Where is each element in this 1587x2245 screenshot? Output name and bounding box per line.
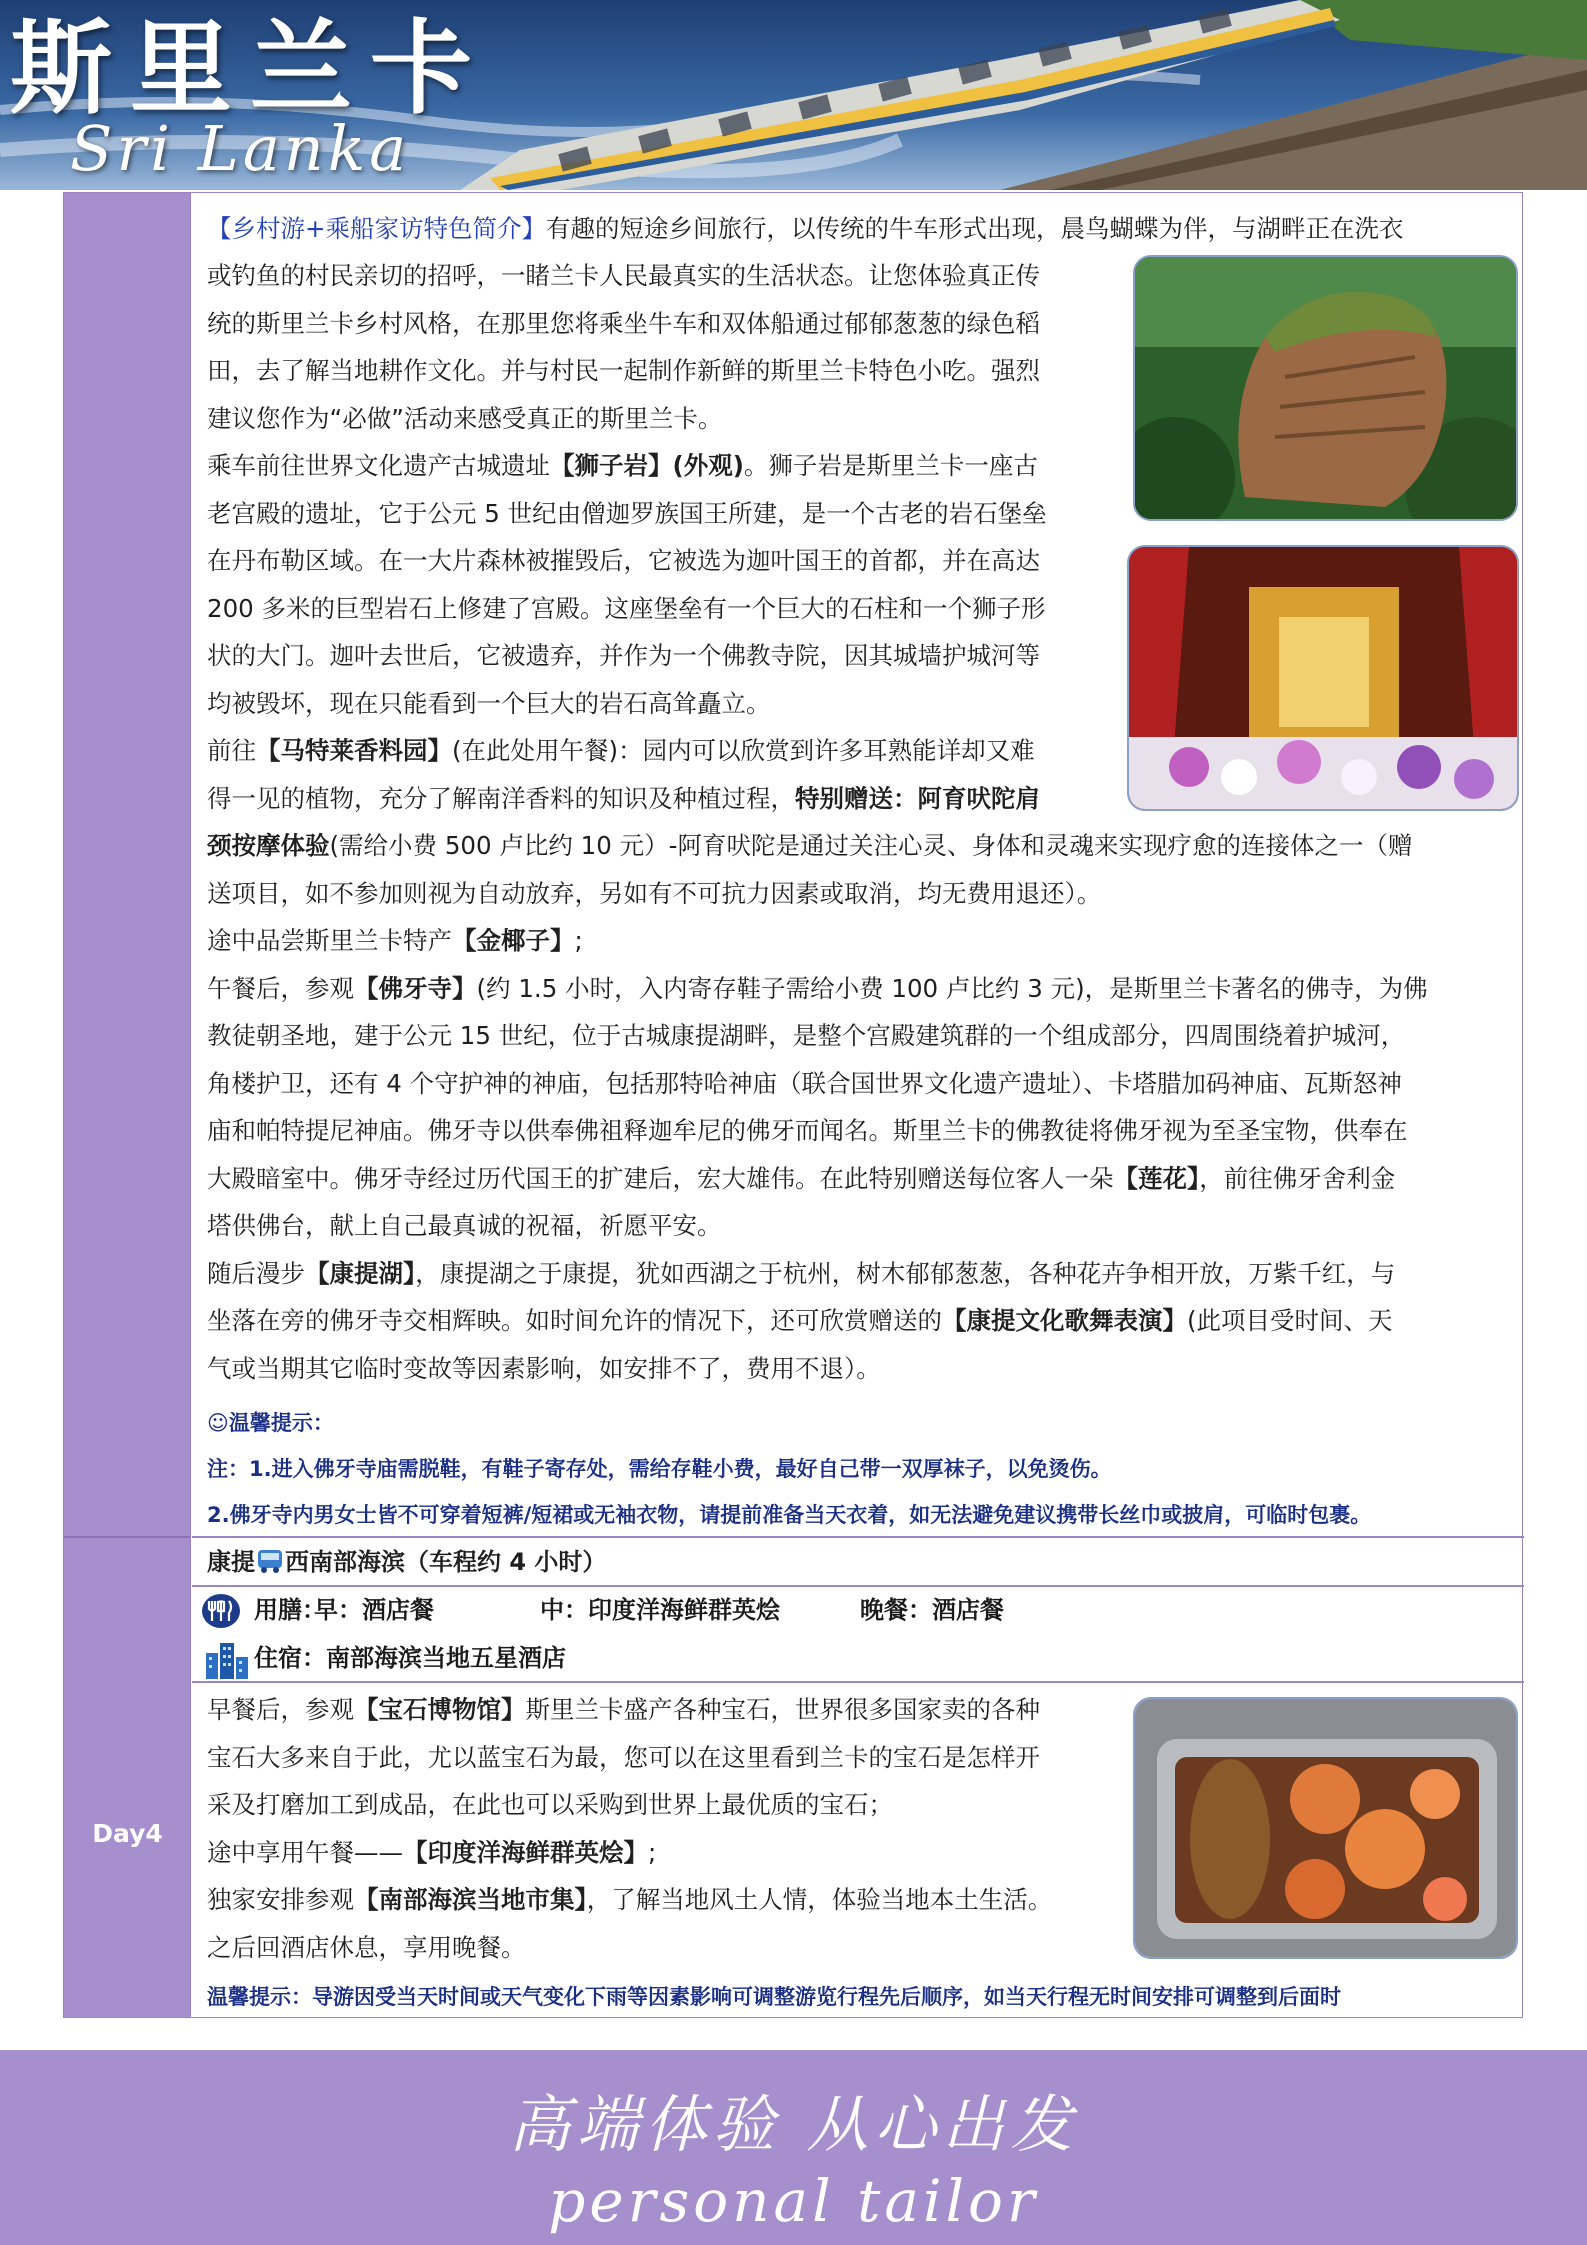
lake-line-0: 随后漫步【康提湖】，康提湖之于康提，犹如西湖之于杭州，树木郁郁葱葱，各种花卉争相开放，万紫千红，与 <box>207 1258 1396 1288</box>
gem-line-0: 早餐后，参观【宝石博物馆】斯里兰卡盛产各种宝石，世界很多国家卖的各种 <box>207 1695 1040 1724</box>
temple-image <box>1129 547 1519 811</box>
itinerary-table <box>63 192 1523 2018</box>
day-divider <box>64 1536 191 1538</box>
village-line-3: 田，去了解当地耕作文化。并与村民一起制作新鲜的斯里兰卡特色小吃。强烈 <box>207 356 1040 385</box>
main-paragraphs <box>207 822 1515 1392</box>
tips-title: ☺温馨提示： <box>207 1411 334 1435</box>
day4-route <box>207 1542 606 1582</box>
gem-line-1: 宝石大多来自于此，尤以蓝宝石为最，您可以在这里看到兰卡的宝石是怎样开 <box>207 1742 1040 1772</box>
coconut-name: 【金椰子】 <box>452 926 575 955</box>
market-line: 独家安排参观【南部海滨当地市集】，了解当地风土人情，体验当地本土生活。 <box>207 1885 1053 1914</box>
village-paragraph-cont <box>207 252 1127 822</box>
temple-line-2: 角楼护卫，还有 4 个守护神的神庙，包括那特哈神庙（联合国世界文化遗产遗址）、卡塔腊加码神庙、瓦斯怒神 <box>207 1068 1402 1098</box>
bus-icon <box>256 1546 284 1572</box>
lake-name: 【康提湖】 <box>305 1258 416 1288</box>
temple-photo <box>1127 545 1519 811</box>
footer-slogan-en: personal tailor <box>548 2167 1039 2235</box>
spice-line-4: 送项目，如不参加则视为自动放弃，另如有不可抗力因素或取消，均无费用退还）。 <box>207 878 1102 908</box>
lunch-line: 途中享用午餐——【印度洋海鲜群英烩】; <box>207 1837 657 1867</box>
sigiriya-name: 【狮子岩】(外观) <box>550 451 744 480</box>
gem-museum-name: 【宝石博物馆】 <box>354 1695 526 1724</box>
seafood-photo <box>1133 1697 1518 1959</box>
spice-line-1: 前往【马特莱香料园】(在此处用午餐)：园内可以欣赏到许多耳熟能详却又难 <box>207 736 1035 765</box>
show-name: 【康提文化歌舞表演】 <box>942 1306 1187 1335</box>
route-border <box>192 1585 1524 1587</box>
meal-icon <box>201 1593 241 1629</box>
lotus-name: 【莲花】 <box>1113 1163 1200 1193</box>
village-line-2: 统的斯里兰卡乡村风格，在那里您将乘坐牛车和双体船通过郁郁葱葱的绿色稻 <box>207 308 1040 338</box>
footer-banner <box>0 2050 1587 2245</box>
banner-title: 斯里兰卡 <box>10 9 490 129</box>
day-label: Day4 <box>92 1819 163 1848</box>
coconut-line: 途中品尝斯里兰卡特产【金椰子】; <box>207 926 583 955</box>
lake-line-1: 坐落在旁的佛牙寺交相辉映。如时间允许的情况下，还可欣赏赠送的【康提文化歌舞表演】(此项目受时间、天 <box>207 1306 1393 1335</box>
temple-line-1: 教徒朝圣地，建于公元 15 世纪，位于古城康提湖畔，是整个宫殿建筑群的一个组成部分，四周围绕着护城河， <box>207 1021 1406 1050</box>
sigiriya-line-5: 均被毁坏，现在只能看到一个巨大的岩石高耸矗立。 <box>207 688 771 718</box>
sigiriya-photo <box>1133 255 1518 521</box>
seafood-name: 【印度洋海鲜群英烩】 <box>403 1837 648 1867</box>
temple-line-3: 庙和帕特提尼神庙。佛牙寺以供奉佛祖释迦牟尼的佛牙而闻名。斯里兰卡的佛教徒将佛牙视为至圣宝物，供奉在 <box>207 1116 1408 1145</box>
sigiriya-line-4: 状的大门。迦叶去世后，它被遗弃，并作为一个佛教寺院，因其城墙护城河等 <box>207 641 1040 670</box>
temple-line-4: 大殿暗室中。佛牙寺经过历代国王的扩建后，宏大雄伟。在此特别赠送每位客人一朵【莲花】，前往佛牙舍利金 <box>207 1163 1396 1193</box>
seafood-image <box>1135 1699 1518 1959</box>
hotel-return-line: 之后回酒店休息，享用晚餐。 <box>207 1932 526 1962</box>
route-from: 康提 <box>207 1548 255 1576</box>
temple-line-5: 塔供佛台，献上自己最真诚的祝福，祈愿平安。 <box>207 1211 722 1240</box>
hotel-info: 住宿：南部海滨当地五星酒店 <box>254 1644 566 1672</box>
sigiriya-line-1: 老宫殿的遗址，它于公元 5 世纪由僧迦罗族国王所建，是一个古老的岩石堡垒 <box>207 498 1047 528</box>
meal-lunch: 中：印度洋海鲜群英烩 <box>540 1596 780 1624</box>
spice-line-2: 得一见的植物，充分了解南洋香料的知识及种植过程，特别赠送：阿育吠陀肩 <box>207 783 1040 813</box>
village-heading: 【乡村游+乘船家访特色简介】 <box>207 214 547 243</box>
sigiriya-image <box>1135 257 1518 521</box>
day4-paragraphs <box>207 1686 1137 1971</box>
village-paragraph <box>207 205 1515 253</box>
day-column <box>64 193 191 2017</box>
sigiriya-line-0: 乘车前往世界文化遗产古城遗址【狮子岩】(外观)。狮子岩是斯里兰卡一座古 <box>207 451 1038 480</box>
market-name: 【南部海滨当地市集】 <box>354 1885 587 1914</box>
tips-block <box>207 1400 1515 1538</box>
header-banner <box>0 0 1587 190</box>
meal-breakfast: 早：酒店餐 <box>314 1596 434 1624</box>
temple-line-0: 午餐后，参观【佛牙寺】(约 1.5 小时，入内寄存鞋子需给小费 100 卢比约 3 元)，是斯里兰卡著名的佛寺，为佛 <box>207 973 1428 1003</box>
meals-label: 用膳： <box>254 1596 326 1624</box>
lake-line-2: 气或当期其它临时变故等因素影响，如安排不了，费用不退）。 <box>207 1353 881 1383</box>
sigiriya-line-2: 在丹布勒区域。在一大片森林被摧毁后，它被选为迦叶国王的首都，并在高达 <box>207 546 1040 575</box>
gem-line-2: 采及打磨加工到成品，在此也可以采购到世界上最优质的宝石； <box>207 1790 893 1819</box>
banner-subtitle: Sri Lanka <box>70 112 411 185</box>
village-line-0: 有趣的短途乡间旅行，以传统的牛车形式出现，晨鸟蝴蝶为伴，与湖畔正在洗衣 <box>546 214 1404 243</box>
temple-name: 【佛牙寺】 <box>354 973 477 1003</box>
hotel-icon <box>204 1639 250 1679</box>
route-to: 西南部海滨（车程约 4 小时） <box>285 1548 607 1576</box>
day4-top-border <box>192 1536 1524 1538</box>
meal-dinner: 晚餐：酒店餐 <box>860 1596 1004 1624</box>
village-line-4: 建议您作为“必做”活动来感受真正的斯里兰卡。 <box>207 403 723 433</box>
spice-name: 【马特莱香料园】 <box>256 736 452 765</box>
spice-gift: 特别赠送：阿育吠陀肩 <box>795 783 1040 813</box>
spice-line-3: 颈按摩体验(需给小费 500 卢比约 10 元）-阿育吠陀是通过关注心灵、身体和灵魂来实现疗愈的连接体之一（赠 <box>207 831 1413 860</box>
meals-border <box>192 1681 1524 1683</box>
village-line-1: 或钓鱼的村民亲切的招呼，一睹兰卡人民最真实的生活状态。让您体验真正传 <box>207 261 1040 290</box>
footer-slogan: 高端体验 从心出发 <box>508 2088 1079 2161</box>
tips-note-1: 注：1.进入佛牙寺庙需脱鞋，有鞋子寄存处，需给存鞋小费，最好自己带一双厚袜子，以免烫伤。 <box>207 1457 1112 1481</box>
tips-note-2: 2.佛牙寺内男女士皆不可穿着短裤/短裙或无袖衣物，请提前准备当天衣着，如无法避免建议携带长丝巾或披肩，可临时包裹。 <box>207 1503 1372 1527</box>
day4-tip: 温馨提示：导游因受当天时间或天气变化下雨等因素影响可调整游览行程先后顺序，如当天行程无时间安排可调整到后面时 <box>207 1985 1341 2009</box>
sigiriya-line-3: 200 多米的巨型岩石上修建了宫殿。这座堡垒有一个巨大的石柱和一个狮子形 <box>207 593 1046 623</box>
